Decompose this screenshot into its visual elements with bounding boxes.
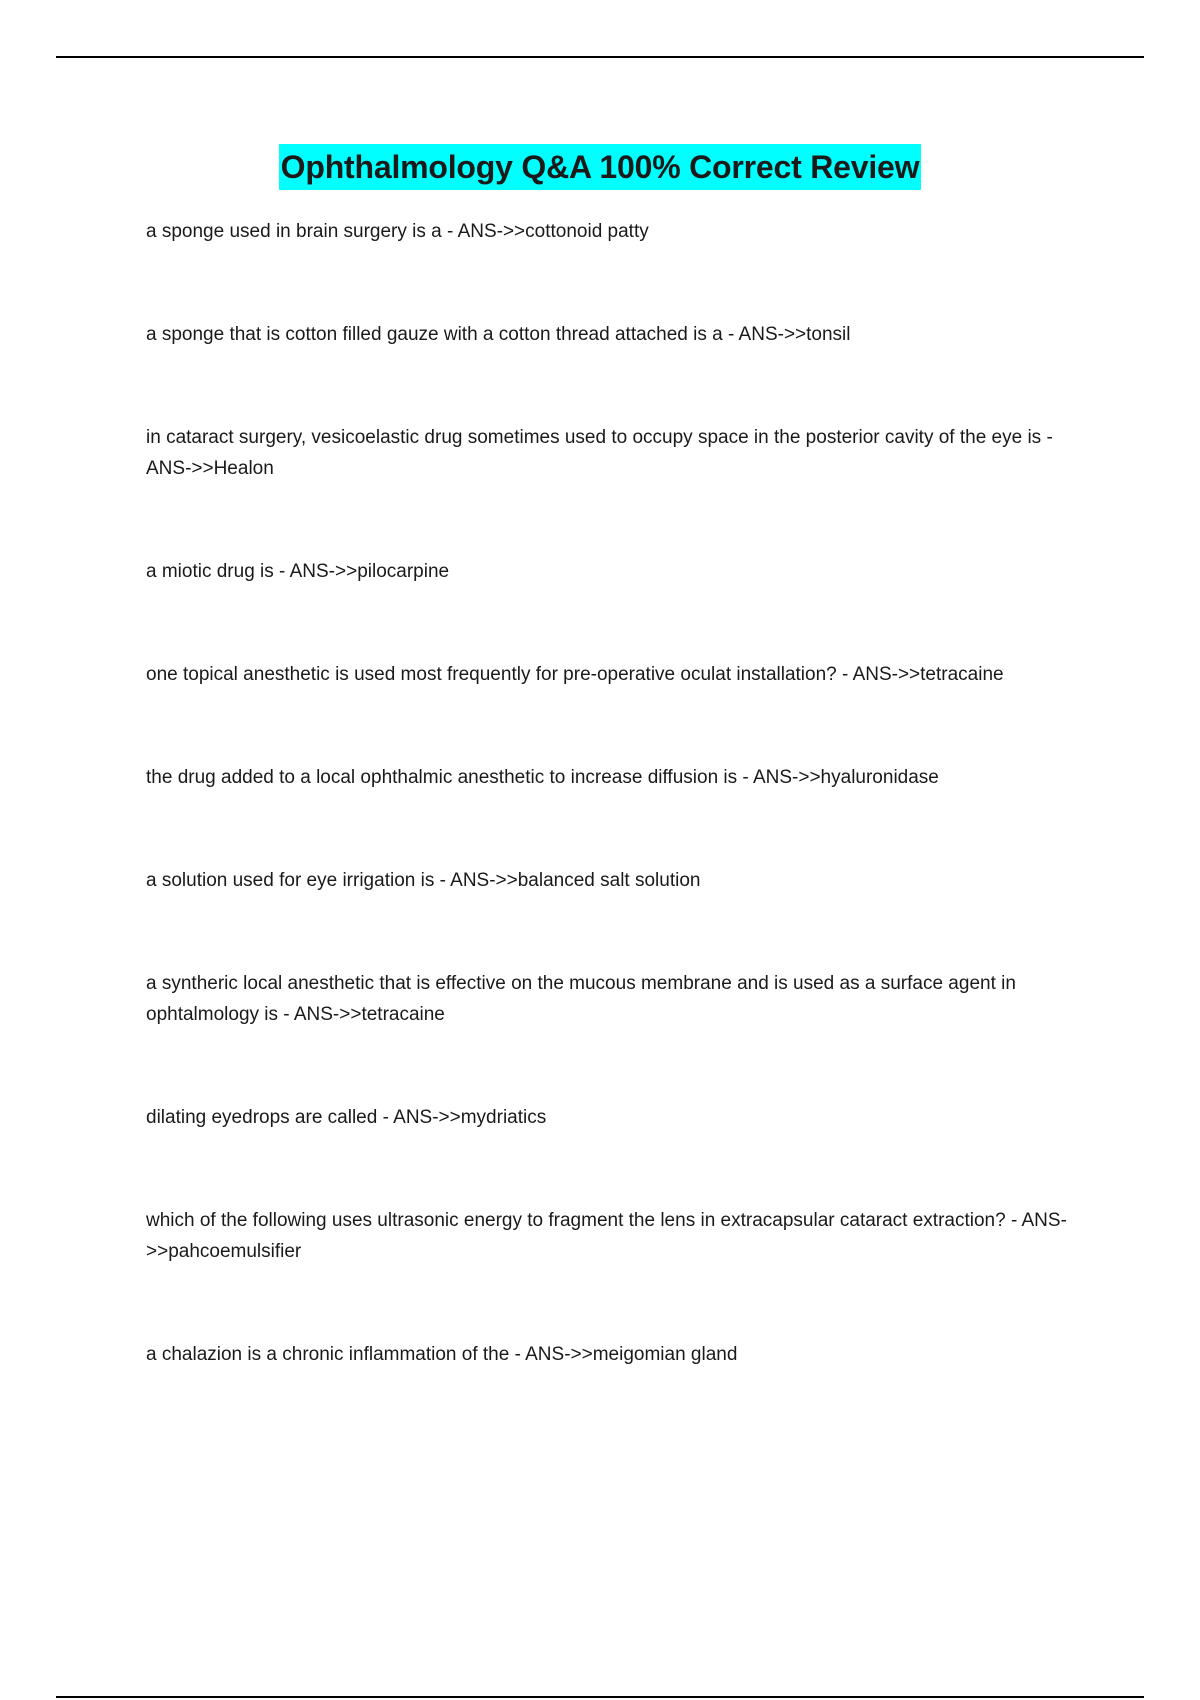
qa-item: a sponge that is cotton filled gauze with a cotton thread attached is a - ANS->>tonsil [146, 324, 851, 345]
qa-item: in cataract surgery, vesicoelastic drug sometimes used to occupy space in the posterior cavity of the eye is - ANS->>Healon [146, 427, 1053, 479]
qa-item: which of the following uses ultrasonic energy to fragment the lens in extracapsular cataract extraction? - ANS->>pahcoemulsifier [146, 1210, 1067, 1262]
qa-item: one topical anesthetic is used most frequently for pre-operative oculat installation? - ANS->>tetracaine [146, 664, 1004, 685]
qa-item: a syntheric local anesthetic that is effective on the mucous membrane and is used as a surface agent in ophtalmology is - ANS->>tetracaine [146, 973, 1016, 1025]
qa-item: a solution used for eye irrigation is - ANS->>balanced salt solution [146, 870, 701, 891]
qa-list [146, 216, 1096, 1442]
qa-item: the drug added to a local ophthalmic anesthetic to increase diffusion is - ANS->>hyaluronidase [146, 767, 939, 788]
qa-item: a chalazion is a chronic inflammation of the - ANS->>meigomian gland [146, 1344, 738, 1365]
qa-item: dilating eyedrops are called - ANS->>mydriatics [146, 1107, 547, 1128]
title-container [0, 144, 1200, 190]
qa-item: a sponge used in brain surgery is a - ANS->>cottonoid patty [146, 221, 649, 242]
qa-item: a miotic drug is - ANS->>pilocarpine [146, 561, 450, 582]
bottom-divider [56, 1696, 1144, 1698]
top-divider [56, 56, 1144, 58]
document-title: Ophthalmology Q&A 100% Correct Review [279, 144, 922, 190]
